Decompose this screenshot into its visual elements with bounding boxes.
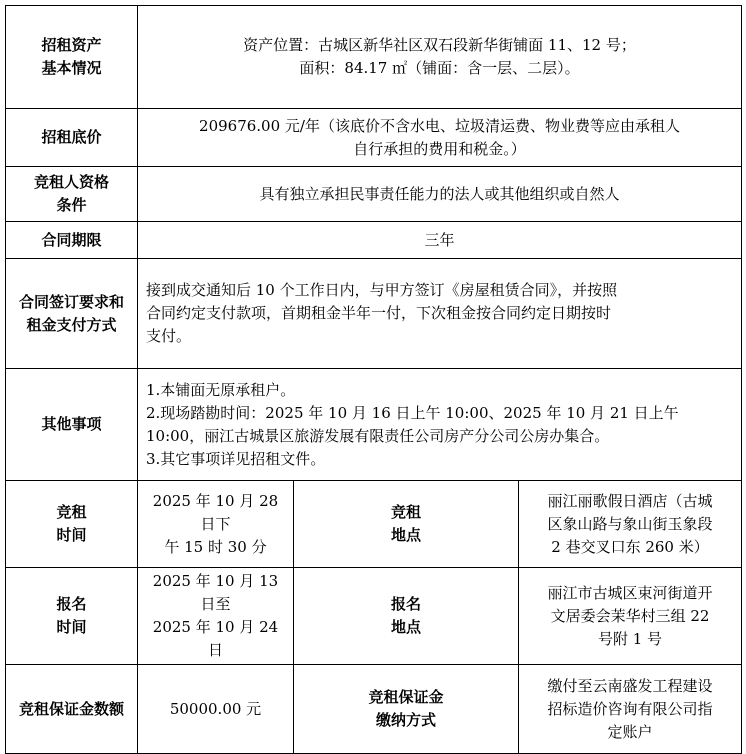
registration-time-line: 2025 年 10 月 24 日 [152,618,279,659]
row-signing [6,259,742,369]
lease-notice-table [5,5,742,754]
registration-place-label-line: 报名 [390,595,421,613]
registration-time-label [6,568,138,665]
registration-time-line: 2025 年 10 月 13 日至 [152,572,279,613]
bid-time-label [6,481,138,568]
row-deposit [6,665,742,754]
registration-time-label-line: 时间 [56,618,87,636]
registration-place-label [294,568,519,665]
bid-place-label [294,481,519,568]
qualification-label [6,167,138,222]
base-price-line: 自行承担的费用和税金。） [353,139,526,158]
row-asset [6,6,742,109]
bid-place-value [519,481,742,568]
deposit-method-value [519,665,742,754]
deposit-method-label-line: 竞租保证金 [368,688,444,706]
deposit-method-line: 缴付至云南盛发工程建设 [547,676,713,695]
qualification-label-line: 竞租人资格 [33,173,109,191]
qualification-label-line: 条件 [56,196,87,214]
bid-place-line: 2 巷交叉口东 260 米） [551,537,709,556]
other-label: 其他事项 [6,369,138,481]
registration-place-value [519,568,742,665]
bid-time-value [138,481,294,568]
signing-value [138,259,742,369]
other-line: 2.现场踏勘时间：2025 年 10 月 16 日上午 10:00、2025 年 10 月 21 日上午 [146,403,679,422]
asset-area: 面积：84.17 ㎡（铺面：含一层、二层）。 [299,59,580,77]
registration-time-value [138,568,294,665]
signing-label-line: 合同签订要求和 [18,292,124,311]
row-qualification [6,167,742,222]
deposit-method-label-line: 缴纳方式 [375,711,436,729]
term-label: 合同期限 [6,222,138,259]
signing-line: 支付。 [146,327,192,345]
deposit-method-line: 定账户 [607,722,653,741]
asset-label-line: 招租资产 [41,36,102,54]
term-value: 三年 [138,222,742,259]
deposit-amount-label: 竞租保证金数额 [6,665,138,754]
qualification-value: 具有独立承担民事责任能力的法人或其他组织或自然人 [138,167,742,222]
asset-value [138,6,742,109]
deposit-amount-value: 50000.00 元 [138,665,294,754]
bid-time-line: 2025 年 10 月 28 日下 [152,491,279,533]
other-value [138,369,742,481]
signing-label-line: 租金支付方式 [26,315,117,334]
bid-time-label-line: 时间 [56,526,87,544]
bid-time-label-line: 竞租 [56,503,87,521]
deposit-method-label [294,665,519,754]
signing-line: 接到成交通知后 10 个工作日内，与甲方签订《房屋租赁合同》，并按照 [146,281,618,299]
registration-time-label-line: 报名 [56,595,87,613]
other-line: 1.本铺面无原承租户。 [146,380,296,399]
row-other [6,369,742,481]
row-base-price [6,109,742,167]
bid-place-label-line: 竞租 [390,503,421,521]
registration-place-line: 丽江市古城区束河街道开 [547,583,713,602]
row-bid [6,481,742,568]
asset-label-line: 基本情况 [41,59,102,77]
registration-place-line: 号附 1 号 [597,629,663,648]
signing-label [6,259,138,369]
row-term [6,222,742,259]
bid-place-label-line: 地点 [390,526,421,544]
base-price-value [138,109,742,167]
asset-location: 资产位置：古城区新华社区双石段新华街铺面 11、12 号； [243,36,636,54]
other-line: 10:00，丽江古城景区旅游发展有限责任公司房产分公司公房办集合。 [146,426,610,445]
asset-label [6,6,138,109]
other-line: 3.其它事项详见招租文件。 [146,449,326,468]
bid-place-line: 丽江丽歌假日酒店（古城 [547,491,713,510]
registration-place-line: 文居委会茉华村三组 22 [550,606,710,625]
signing-line: 合同约定支付款项，首期租金半年一付，下次租金按合同约定日期按时 [146,304,612,322]
bid-time-line: 午 15 时 30 分 [164,537,267,556]
row-registration [6,568,742,665]
base-price-line: 209676.00 元/年（该底价不含水电、垃圾清运费、物业费等应由承租人 [199,116,680,135]
base-price-label: 招租底价 [6,109,138,167]
deposit-method-line: 招标造价咨询有限公司指 [547,699,713,718]
registration-place-label-line: 地点 [390,618,421,636]
bid-place-line: 区象山路与象山街玉象段 [547,514,713,533]
